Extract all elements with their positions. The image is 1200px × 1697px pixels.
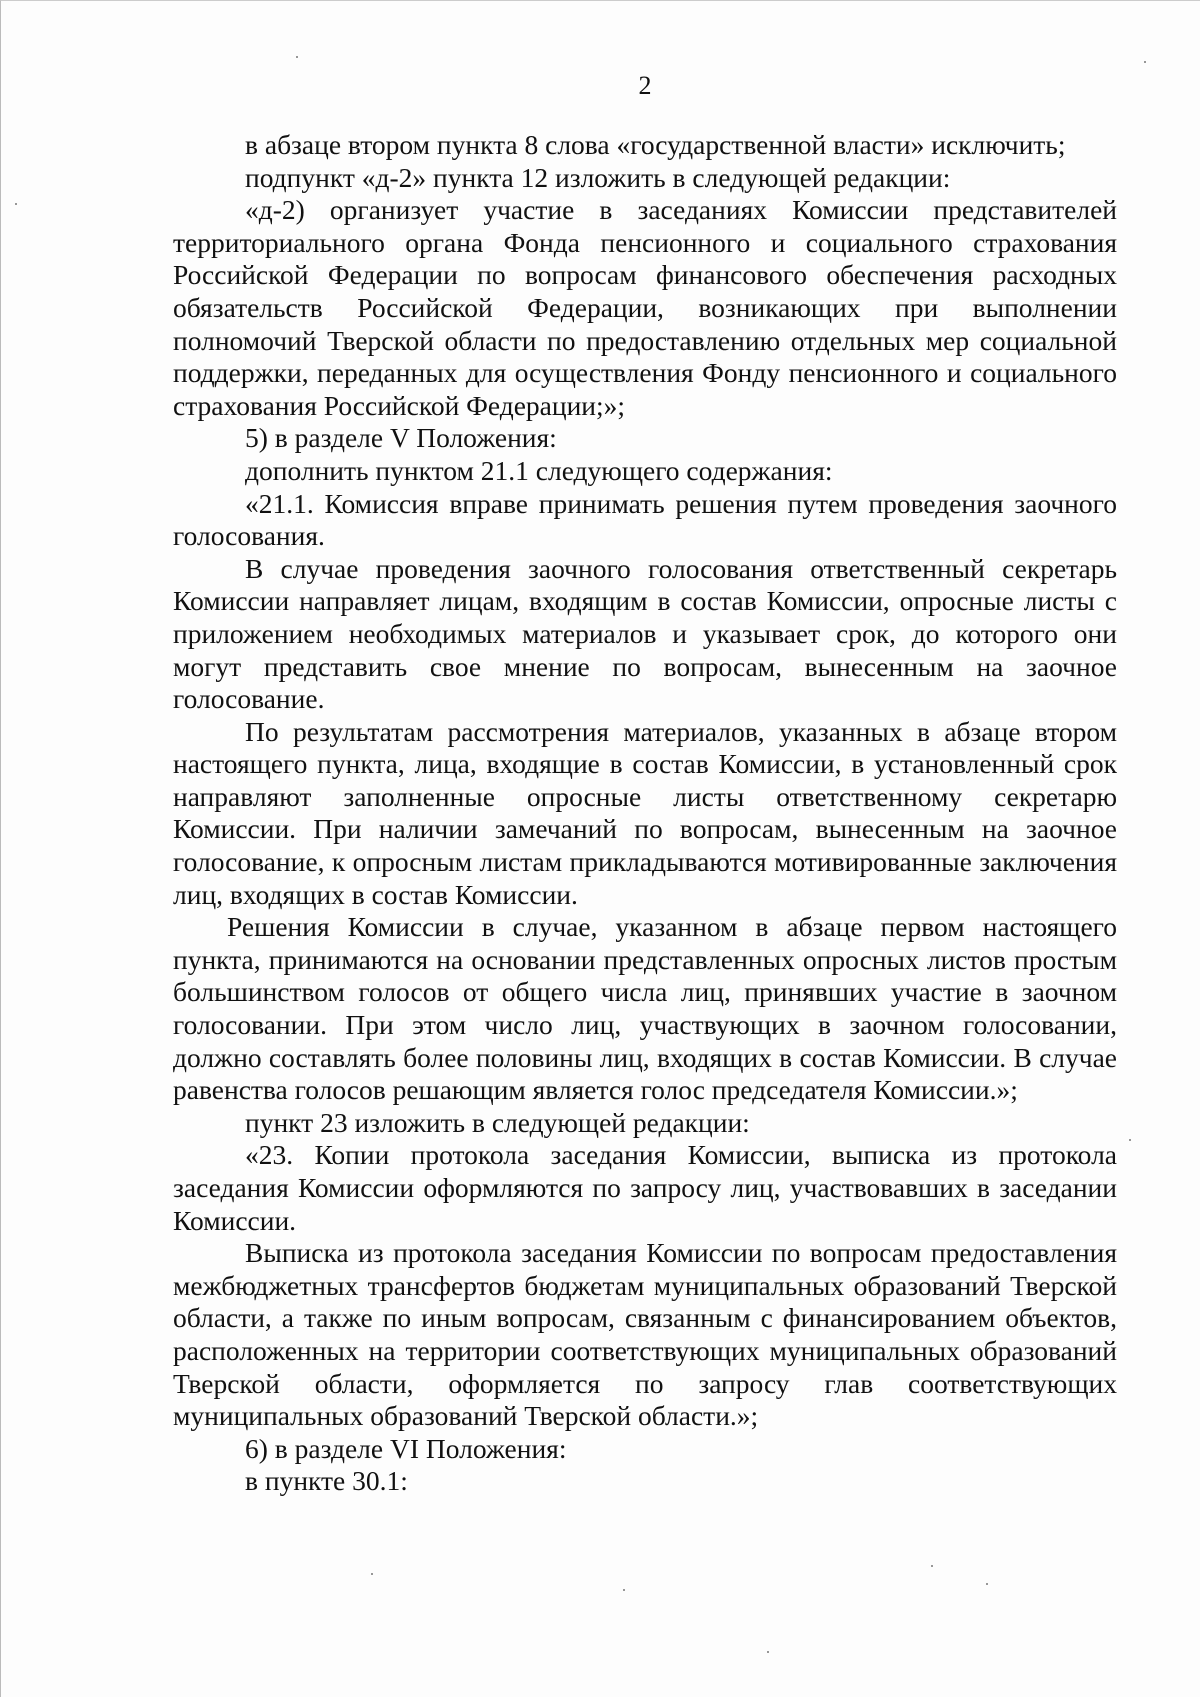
page-number: 2 bbox=[638, 71, 652, 100]
paragraph: «д-2) организует участие в заседаниях Комиссии представителей территориального органа Фонда пенсионного и социального страхования Российской Федерации по вопросам финансового обеспечения расходных обязательств Российской Федерации, возникающих при выполнении полномочий Тверской области по предоставлению отдельных мер социальной поддержки, переданных для осуществления Фонду пенсионного и социального страхования Российской Федерации;»; bbox=[173, 194, 1117, 421]
paragraph: В случае проведения заочного голосования ответственный секретарь Комиссии направляет лицам, входящим в состав Комиссии, опросные листы с приложением необходимых материалов и указывает срок, до которого они могут представить свое мнение по вопросам, вынесенным на заочное голосование. bbox=[173, 552, 1117, 715]
paragraph: дополнить пунктом 21.1 следующего содержания: bbox=[245, 454, 833, 486]
scan-speck bbox=[623, 1589, 625, 1591]
scan-speck bbox=[931, 1565, 933, 1567]
paragraph: подпункт «д-2» пункта 12 изложить в следующей редакции: bbox=[245, 161, 951, 193]
document-body bbox=[173, 129, 1117, 1498]
paragraph: 6) в разделе VI Положения: bbox=[245, 1432, 567, 1464]
paragraph: «23. Копии протокола заседания Комиссии, выписка из протокола заседания Комиссии оформляются по запросу лиц, участвовавших в заседании Комиссии. bbox=[173, 1139, 1117, 1236]
scan-speck bbox=[1144, 61, 1146, 63]
paragraph: По результатам рассмотрения материалов, указанных в абзаце втором настоящего пункта, лица, входящие в состав Комиссии, в установленный срок направляют заполненные опросные листы ответственному секретарю Комиссии. При наличии замечаний по вопросам, вынесенным на заочное голосование, к опросным листам прикладываются мотивированные заключения лиц, входящих в состав Комиссии. bbox=[173, 715, 1117, 910]
scan-speck bbox=[15, 203, 17, 205]
scan-speck bbox=[1129, 1139, 1131, 1141]
scan-speck bbox=[986, 1583, 988, 1585]
paragraph: в абзаце втором пункта 8 слова «государственной власти» исключить; bbox=[245, 129, 1066, 160]
scan-speck bbox=[371, 1573, 373, 1575]
paragraph: 5) в разделе V Положения: bbox=[245, 422, 557, 454]
paragraph: Решения Комиссии в случае, указанном в абзаце первом настоящего пункта, принимаются на основании представленных опросных листов простым большинством голосов от общего числа лиц, принявших участие в заочном голосовании. При этом число лиц, участвующих в заочном голосовании, должно составлять более половины лиц, входящих в состав Комиссии. В случае равенства голосов решающим является голос председателя Комиссии.»; bbox=[173, 911, 1117, 1106]
paragraph: «21.1. Комиссия вправе принимать решения путем проведения заочного голосования. bbox=[173, 487, 1117, 552]
paragraph: в пункте 30.1: bbox=[245, 1465, 408, 1497]
paragraph: Выписка из протокола заседания Комиссии по вопросам предоставления межбюджетных трансфертов бюджетам муниципальных образований Тверской области, а также по иным вопросам, связанным с финансированием объектов, расположенных на территории соответствующих муниципальных образований Тверской области, оформляется по запросу глав соответствующих муниципальных образований Тверской области.»; bbox=[173, 1237, 1117, 1432]
scan-speck bbox=[767, 1651, 769, 1653]
scan-speck bbox=[296, 56, 298, 58]
paragraph: пункт 23 изложить в следующей редакции: bbox=[245, 1106, 750, 1138]
